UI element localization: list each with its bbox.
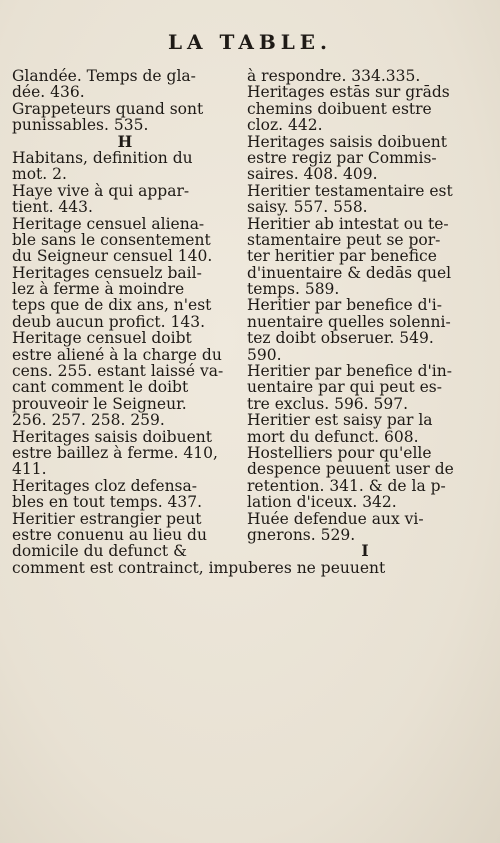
index-entry-line: Heritier estrangier peut xyxy=(12,509,202,528)
index-entry-line: mot. 2. xyxy=(12,165,67,184)
index-entry-line: ble sans le consentement xyxy=(12,230,211,249)
index-entry-line: domicile du defunct & xyxy=(12,542,187,561)
index-entry-line: estre conuenu au lieu du xyxy=(12,525,207,544)
index-entry-line: teps que de dix ans, n'est xyxy=(12,296,212,315)
index-entry-line: Heritages saisis doibuent xyxy=(12,427,212,446)
index-entry-line: Habitans, definition du xyxy=(12,148,193,167)
index-entry-line: Heritage censuel doibt xyxy=(12,329,192,348)
index-entry-line: Heritier testamentaire est xyxy=(247,181,453,200)
index-entry-line: Heritier par benefice d'i- xyxy=(247,296,442,315)
index-entry-line: mort du defunct. 608. xyxy=(247,427,419,446)
index-entry-line: du Seigneur censuel 140. xyxy=(12,247,213,266)
index-entry-line: gnerons. 529. xyxy=(247,525,356,544)
index-entry-line: retention. 341. & de la p- xyxy=(247,476,446,495)
index-entry-line: stamentaire peut se por- xyxy=(247,230,441,249)
index-entry-line: tre exclus. 596. 597. xyxy=(247,394,409,413)
index-entry-line: Heritages censuelz bail- xyxy=(12,263,202,282)
index-entry-line: 411. xyxy=(12,460,47,479)
index-entry-line: I xyxy=(361,541,369,561)
index-entry-line: estre regiz par Commis- xyxy=(247,148,437,167)
index-entry-line: bles en tout temps. 437. xyxy=(12,493,203,512)
index-entry-line: prouveoir le Seigneur. xyxy=(12,394,187,413)
index-entry-line: nuentaire quelles solenni- xyxy=(247,312,451,331)
index-entry-line: dée. 436. xyxy=(12,83,85,102)
index-entry-line: 256. 257. 258. 259. xyxy=(12,411,165,430)
index-entry-line: temps. 589. xyxy=(247,280,340,299)
index-column-right xyxy=(247,68,483,560)
index-entry-line: cant comment le doibt xyxy=(12,378,189,397)
index-entry-line: Heritages saisis doibuent xyxy=(247,132,447,151)
index-entry-line: Heritage censuel aliena- xyxy=(12,214,205,233)
index-entry-line: despence peuuent user de xyxy=(247,460,454,479)
index-entry-line: ter heritier par benefice xyxy=(247,247,437,266)
index-entry-line: Hostelliers pour qu'elle xyxy=(247,443,432,462)
index-entry-line: Grappeteurs quand sont xyxy=(12,99,204,118)
index-entry-line: deub aucun profict. 143. xyxy=(12,312,206,331)
index-entry-line: à respondre. 334.335. xyxy=(247,67,421,85)
index-entry-line: estre aliené à la charge du xyxy=(12,345,222,364)
index-entry-line: comment est contrainct, impuberes ne peuuent xyxy=(12,558,386,577)
index-entry-line: 590. xyxy=(247,345,282,364)
index-entry-line: punissables. 535. xyxy=(12,116,149,135)
index-entry-line: Haye vive à qui appar- xyxy=(12,181,190,200)
index-entry-line: Heritier par benefice d'in- xyxy=(247,362,452,381)
index-entry-line: tez doibt obseruer. 549. xyxy=(247,329,434,348)
index-entry-line: lation d'iceux. 342. xyxy=(247,493,397,512)
index-entry-line: lez à ferme à moindre xyxy=(12,280,185,299)
index-entry-line: uentaire par qui peut es- xyxy=(247,378,442,397)
index-entry-line: tient. 443. xyxy=(12,198,93,217)
index-entry-line: Heritier ab intestat ou te- xyxy=(247,214,449,233)
index-entry-line: Heritier est saisy par la xyxy=(247,411,433,430)
index-entry-line: d'inuentaire & dedās quel xyxy=(247,263,452,282)
index-entry-line: Heritages estās sur grāds xyxy=(247,83,450,102)
index-entry-line: Heritages cloz defensa- xyxy=(12,476,197,495)
index-entry-line: cloz. 442. xyxy=(247,116,323,135)
index-entry-line: Glandée. Temps de gla- xyxy=(12,67,196,85)
index-entry-line: chemins doibuent estre xyxy=(247,99,432,118)
index-entry-line: saisy. 557. 558. xyxy=(247,198,368,217)
index-entry-line: cens. 255. estant laissé va- xyxy=(12,362,224,381)
index-entry-line: Huée defendue aux vi- xyxy=(247,509,424,528)
page-header: LA TABLE. xyxy=(167,30,333,54)
index-entry-line: saires. 408. 409. xyxy=(247,165,378,184)
index-entry-line: H xyxy=(117,131,133,151)
index-entry-line: estre baillez à ferme. 410, xyxy=(12,443,218,462)
